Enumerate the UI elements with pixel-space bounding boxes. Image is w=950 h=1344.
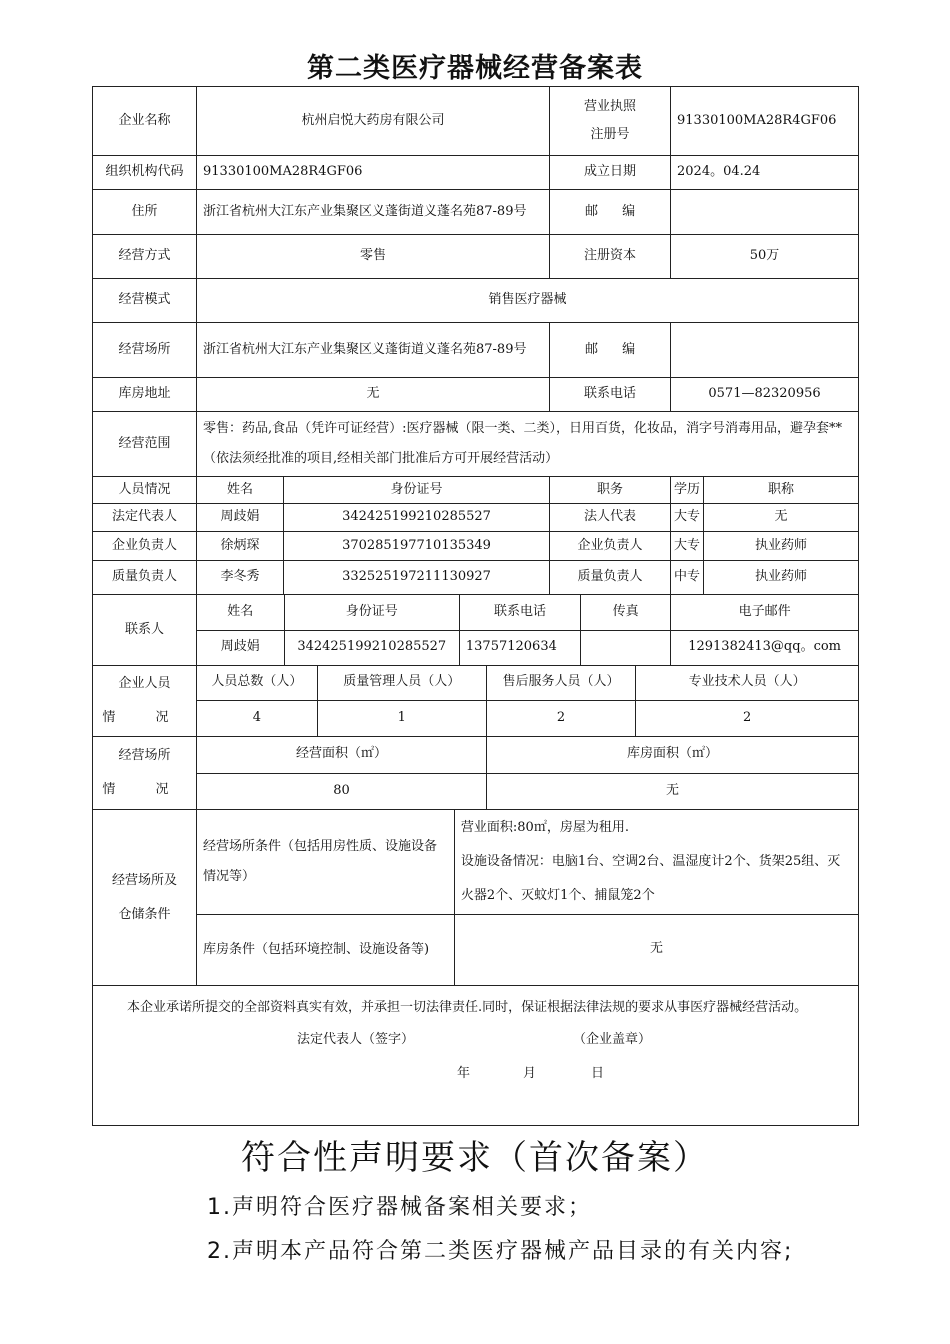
personnel-header-edu: 学历 [671,477,704,504]
role: 企业负责人 [93,532,197,561]
contact-fax [581,630,671,665]
contact-header-id: 身份证号 [284,595,459,630]
warehouse-condition-label: 库房条件（包括环境控制、设施设备等) [197,914,454,985]
warehouse-area: 无 [486,773,858,809]
person-title: 质量负责人 [550,561,671,595]
conditions-label: 经营场所及 仓储条件 [93,810,197,986]
person-rank: 无 [704,504,859,532]
phone-number: 0571—82320956 [671,378,859,412]
business-pattern: 销售医疗器械 [197,279,859,323]
registration-form [92,86,859,1126]
warehouse-condition: 无 [454,914,858,985]
staff-total: 4 [197,700,317,736]
contact-header-phone: 联系电话 [459,595,580,630]
statement-item: 1.声明符合医疗器械备案相关要求； [207,1195,592,1220]
signature-label: 法定代表人（签字） [297,1032,415,1047]
conditions-table [197,810,858,985]
contact-header-name: 姓名 [197,595,284,630]
person-title: 企业负责人 [550,532,671,561]
business-area: 80 [197,773,486,809]
person-id: 370285197710135349 [284,532,550,561]
warehouse-label: 库房地址 [93,378,197,412]
role: 法定代表人 [93,504,197,532]
contact-phone: 13757120634 [459,630,580,665]
table-row [93,504,859,532]
premises-address: 浙江省杭州大江东产业集聚区义蓬街道义蓬名苑87-89号 [197,323,550,378]
person-edu: 大专 [671,532,704,561]
staff-service-header: 售后服务人员（人） [486,666,635,700]
role: 质量负责人 [93,561,197,595]
staff-tech: 2 [636,700,858,736]
premises-label: 经营场所 [93,323,197,378]
personnel-label: 人员情况 [93,477,197,504]
person-rank: 执业药师 [704,561,859,595]
compliance-statement [0,1130,950,1274]
warehouse-address: 无 [197,378,550,412]
staff-service: 2 [486,700,635,736]
org-code-label: 组织机构代码 [93,156,197,190]
personnel-header-title: 职务 [550,477,671,504]
contact-label: 联系人 [93,595,197,666]
area-label: 经营场所 情 况 [93,737,197,810]
person-title: 法人代表 [550,504,671,532]
person-id: 342425199210285527 [284,504,550,532]
personnel-header-name: 姓名 [197,477,284,504]
postcode-label: 邮 编 [550,190,671,235]
contact-header-fax: 传真 [581,595,671,630]
premises-condition [454,810,858,914]
premises-condition-label: 经营场所条件（包括用房性质、设施设备情况等） [197,810,454,914]
person-name: 徐炳琛 [197,532,284,561]
address-label: 住所 [93,190,197,235]
address: 浙江省杭州大江东产业集聚区义蓬街道义蓬名苑87-89号 [197,190,550,235]
contact-id: 342425199210285527 [284,630,459,665]
scope-label: 经营范围 [93,412,197,477]
staff-label: 企业人员 情 况 [93,666,197,737]
registered-capital: 50万 [671,235,859,279]
staff-quality-header: 质量管理人员（人） [317,666,486,700]
warehouse-area-label: 库房面积（㎡） [486,737,858,773]
area-table [197,737,858,809]
premises-condition-line: 营业面积:80㎡，房屋为租用. [460,819,629,835]
postcode [671,190,859,235]
staff-tech-header: 专业技术人员（人） [636,666,858,700]
statement-title: 符合性声明要求（首次备案） [241,1138,709,1178]
contact-table [197,595,858,665]
license-number: 91330100MA28R4GF06 [671,87,859,156]
phone-label: 联系电话 [550,378,671,412]
person-edu: 大专 [671,504,704,532]
org-code: 91330100MA28R4GF06 [197,156,550,190]
company-name: 杭州启悦大药房有限公司 [197,87,550,156]
established-label: 成立日期 [550,156,671,190]
staff-table [197,666,858,736]
personnel-header-rank: 职称 [704,477,859,504]
date-month: 月 [523,1066,537,1081]
person-edu: 中专 [671,561,704,595]
business-area-label: 经营面积（㎡） [197,737,486,773]
date-year: 年 [457,1066,471,1081]
business-mode: 零售 [197,235,550,279]
license-label: 营业执照 注册号 [550,87,671,156]
pattern-label: 经营模式 [93,279,197,323]
seal-label: （企业盖章） [573,1032,652,1047]
premises-postcode [671,323,859,378]
premises-postcode-label: 邮 编 [550,323,671,378]
contact-name: 周歧娟 [197,630,284,665]
pledge-text: 本企业承诺所提交的全部资料真实有效，并承担一切法律责任.同时，保证根据法律法规的要求从事医疗器械经营活动。 [127,1000,808,1015]
premises-condition-line: 设施设备情况：电脑1台、空调2台、温湿度计2个、货架25组、灭火器2个、灭蚊灯1个、捕鼠笼2个 [460,853,841,903]
mode-label: 经营方式 [93,235,197,279]
contact-email: 1291382413@qq。com [671,630,858,665]
staff-quality: 1 [317,700,486,736]
table-row [93,532,859,561]
person-name: 李冬秀 [197,561,284,595]
person-rank: 执业药师 [704,532,859,561]
capital-label: 注册资本 [550,235,671,279]
personnel-header-id: 身份证号 [284,477,550,504]
form-title: 第二类医疗器械经营备案表 [307,53,643,84]
date-day: 日 [591,1066,605,1081]
statement-item: 2.声明本产品符合第二类医疗器械产品目录的有关内容; [207,1239,794,1264]
staff-total-header: 人员总数（人） [197,666,317,700]
person-name: 周歧娟 [197,504,284,532]
pledge-section [93,986,859,1126]
business-scope: 零售：药品,食品（凭许可证经营）:医疗器械（限一类、二类），日用百货，化妆品，消字号消毒用品，避孕套**（依法须经批准的项目,经相关部门批准后方可开展经营活动） [197,412,859,477]
company-name-label: 企业名称 [93,87,197,156]
contact-header-email: 电子邮件 [671,595,858,630]
table-row [93,561,859,595]
person-id: 332525197211130927 [284,561,550,595]
established-date: 2024。04.24 [671,156,859,190]
